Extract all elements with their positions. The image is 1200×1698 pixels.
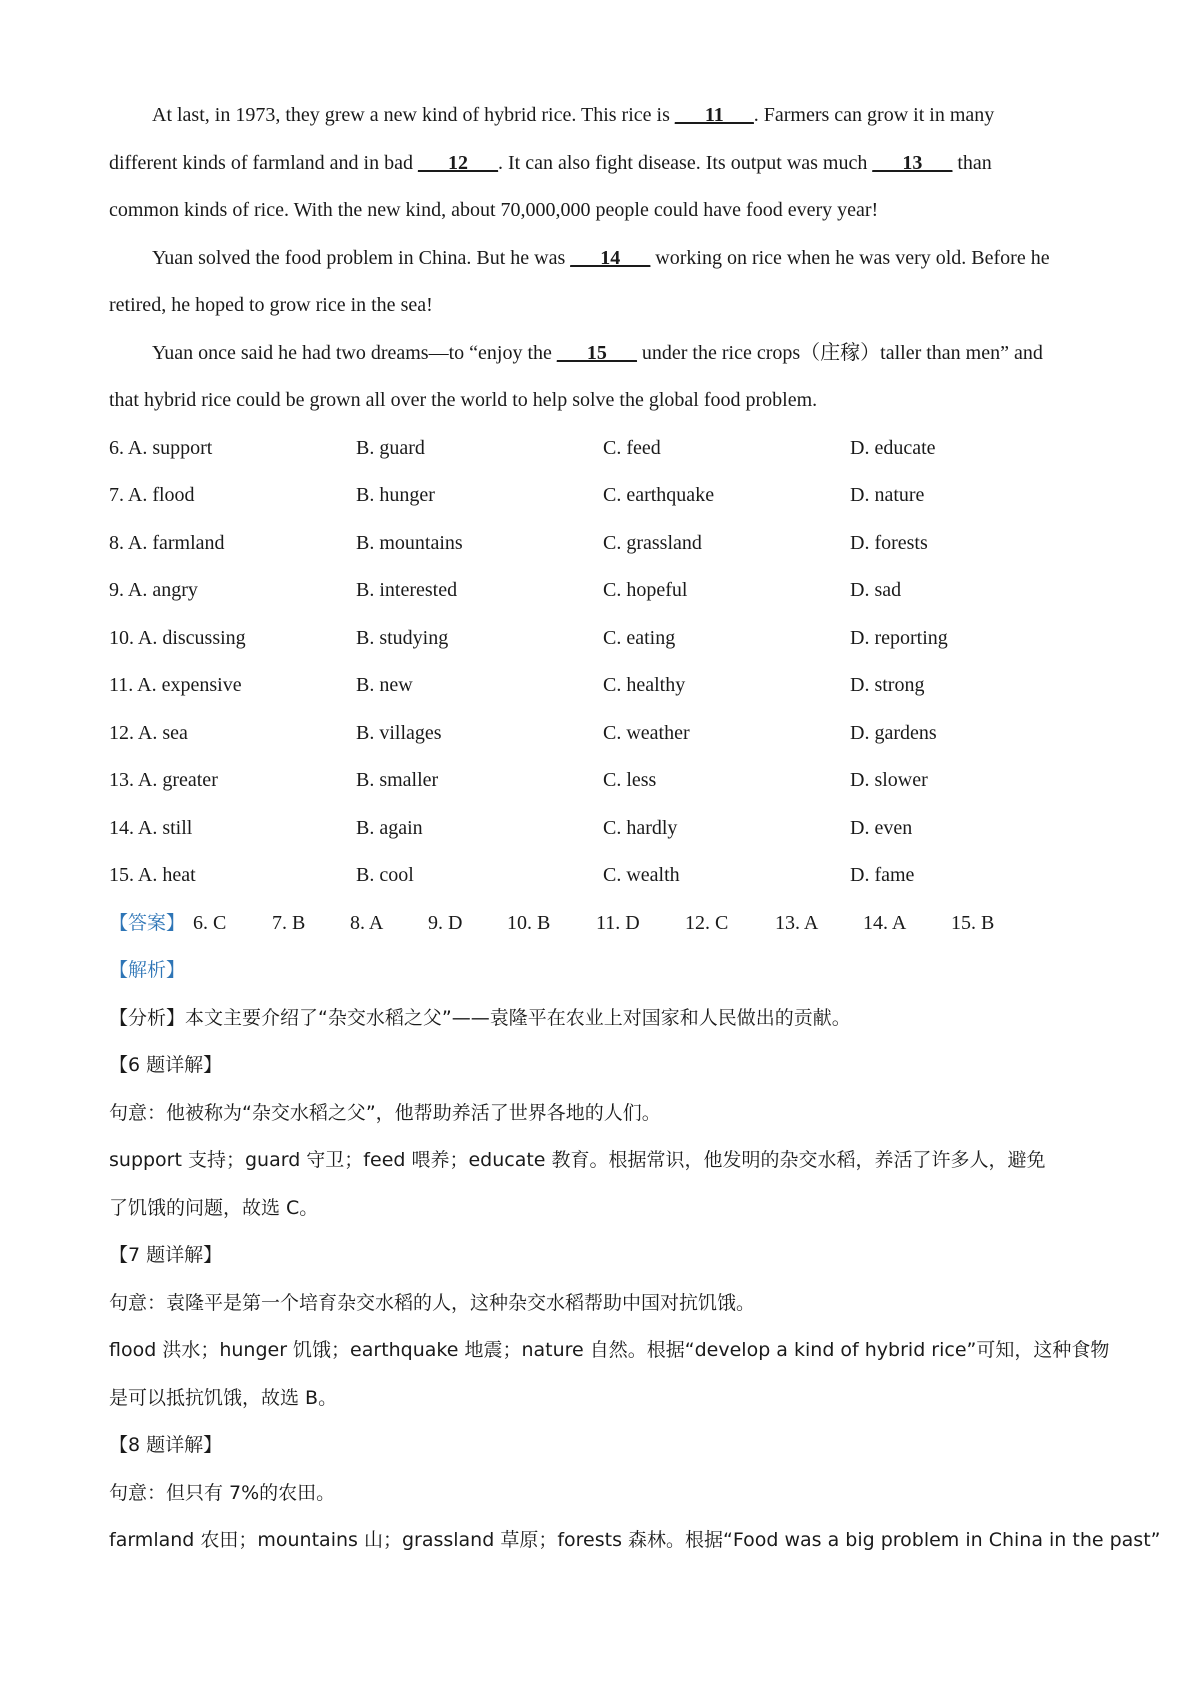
text: . It can also fight disease. Its output was much [497,151,873,174]
q8-detail-line1: farmland 农田；mountains 山；grassland 草原；forests 森林。根据“Food was a big problem in China in the past” [109,1529,1161,1551]
analysis-summary: 【分析】本文主要介绍了“杂交水稻之父”——袁隆平在农业上对国家和人民做出的贡献。 [109,1006,851,1029]
option-b: B. again [356,816,423,839]
option-d: D. nature [850,484,925,506]
option-b: B. studying [356,626,449,649]
option-b: B. villages [356,721,442,744]
options-list [109,425,1099,900]
passage-p3-line2: that hybrid rice could be grown all over the world to help solve the global food problem. [109,389,818,411]
blank-15: ___15___ [556,341,637,364]
option-d: D. even [850,816,913,839]
option-d: D. forests [850,531,928,554]
text: Yuan once said he had two dreams—to “enjoy the [152,341,557,364]
option-c: C. less [603,769,657,791]
answer-item: 10. B [507,911,551,934]
document-page [109,92,1161,1565]
option-c: C. eating [603,626,676,649]
option-a: 15. A. heat [109,864,196,886]
analysis-tag: 【解析】 [109,959,186,981]
answer-item: 8. A [350,911,384,934]
option-b: B. hunger [356,484,435,506]
option-row [109,852,1099,900]
text: different kinds of farmland and in bad [109,151,418,174]
option-a: 7. A. flood [109,484,195,506]
option-d: D. fame [850,864,915,886]
blank-12: ___12___ [417,151,498,174]
option-d: D. reporting [850,626,948,649]
option-d: D. educate [850,436,936,459]
passage-p2-line2: retired, he hoped to grow rice in the sea! [109,294,433,316]
option-a: 6. A. support [109,436,213,459]
option-row [109,567,1099,615]
option-b: B. mountains [356,531,463,554]
answer-row [109,900,1099,948]
q6-meaning: 句意：他被称为“杂交水稻之父”，他帮助养活了世界各地的人们。 [109,1101,661,1124]
option-row [109,615,1099,663]
q7-detail-line1: flood 洪水；hunger 饥饿；earthquake 地震；nature 自然。根据“develop a kind of hybrid rice”可知，这种食物 [109,1339,1110,1361]
passage-p1-line3: common kinds of rice. With the new kind, about 70,000,000 people could have food every year! [109,199,879,221]
option-row [109,757,1099,805]
option-a: 10. A. discussing [109,626,246,649]
option-c: C. hopeful [603,579,688,601]
option-b: B. guard [356,436,425,459]
option-c: C. weather [603,721,690,744]
option-b: B. smaller [356,769,439,791]
option-c: C. healthy [603,674,686,696]
option-a: 13. A. greater [109,769,218,791]
q7-detail-line2: 是可以抵抗饥饿，故选 B。 [109,1386,338,1409]
text: under the rice crops（庄稼）taller than men” and [636,341,1043,364]
option-b: B. new [356,674,413,696]
option-row [109,805,1099,853]
option-row [109,710,1099,758]
option-c: C. earthquake [603,484,715,506]
option-b: B. cool [356,864,414,886]
text: . Farmers can grow it in many [753,104,995,126]
option-a: 9. A. angry [109,579,198,601]
answer-item: 14. A [863,911,907,934]
option-row [109,472,1099,520]
option-a: 12. A. sea [109,721,188,744]
option-d: D. strong [850,674,925,696]
option-c: C. feed [603,436,661,459]
option-d: D. gardens [850,721,937,744]
option-row [109,662,1099,710]
option-row [109,520,1099,568]
answer-item: 6. C [193,911,227,934]
text: At last, in 1973, they grew a new kind of hybrid rice. This rice is [152,104,675,126]
q6-title: 【6 题详解】 [109,1054,223,1076]
q6-detail-line2: 了饥饿的问题，故选 C。 [109,1196,319,1219]
option-d: D. slower [850,769,928,791]
q6-detail-line1: support 支持；guard 守卫；feed 喂养；educate 教育。根据常识，他发明的杂交水稻，养活了许多人，避免 [109,1149,1046,1171]
option-c: C. wealth [603,864,680,886]
passage-p3-line1 [109,330,1099,378]
blank-13: ___13___ [872,151,953,174]
answer-item: 15. B [951,911,995,934]
answer-item: 11. D [596,911,640,934]
answer-item: 7. B [272,911,306,934]
option-d: D. sad [850,579,902,601]
passage-p1-line2 [109,140,1099,188]
q8-meaning: 句意：但只有 7%的农田。 [109,1481,336,1504]
text: working on rice when he was very old. Before he [650,246,1050,269]
option-c: C. grassland [603,531,702,554]
option-row [109,425,1099,473]
answer-tag: 【答案】 [109,911,186,934]
text: Yuan solved the food problem in China. But he was [152,246,571,269]
blank-14: ___14___ [570,246,651,269]
option-a: 11. A. expensive [109,674,242,696]
option-b: B. interested [356,579,458,601]
passage-p1-line1 [109,92,1099,140]
option-a: 14. A. still [109,816,193,839]
q8-title: 【8 题详解】 [109,1434,223,1456]
q7-title: 【7 题详解】 [109,1244,223,1266]
blank-11: ___11___ [674,104,754,126]
answer-item: 12. C [685,911,729,934]
text: than [952,151,992,174]
option-a: 8. A. farmland [109,531,225,554]
q7-meaning: 句意：袁隆平是第一个培育杂交水稻的人，这种杂交水稻帮助中国对抗饥饿。 [109,1291,756,1314]
answer-item: 13. A [775,911,819,934]
passage-p2-line1 [109,235,1099,283]
answer-item: 9. D [428,911,463,934]
option-c: C. hardly [603,816,678,839]
